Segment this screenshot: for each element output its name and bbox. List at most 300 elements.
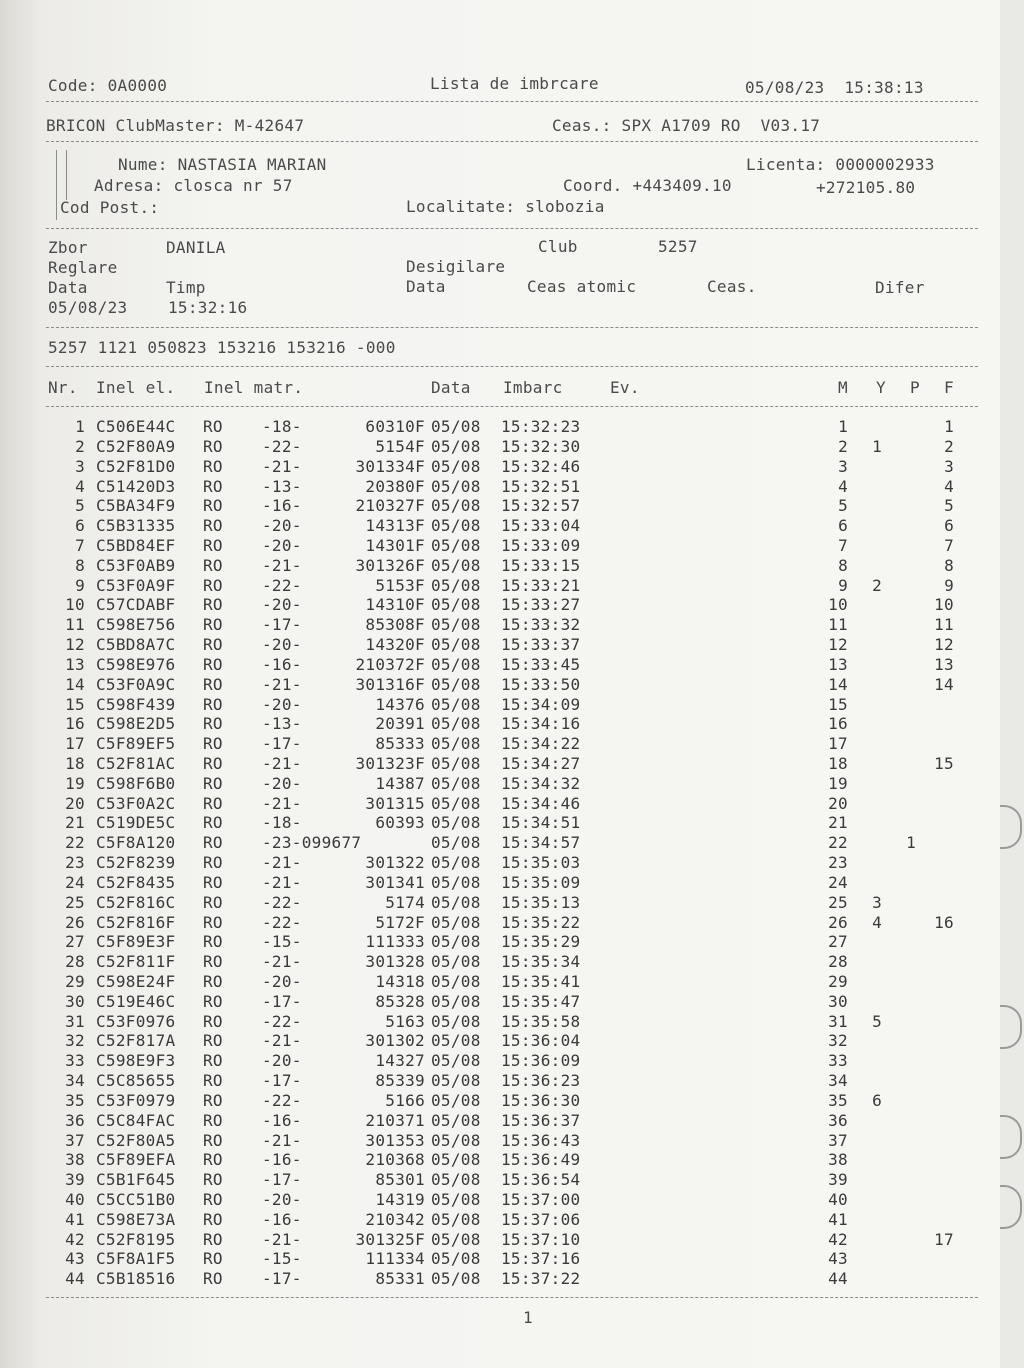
row-number: 16 xyxy=(65,714,85,734)
ring-year: -13- xyxy=(262,476,302,496)
ring-serial: 5163 xyxy=(385,1011,425,1031)
ring-year: -17- xyxy=(262,1269,302,1289)
country-code: RO xyxy=(203,456,223,476)
ring-year: -16- xyxy=(262,1209,302,1229)
country-code: RO xyxy=(203,1031,223,1051)
time-label: Timp xyxy=(166,278,206,297)
boarding-time: 15:34:32 xyxy=(501,773,581,793)
count-m: 23 xyxy=(828,853,848,872)
date-label: Data xyxy=(48,278,88,297)
table-row xyxy=(0,1170,1000,1190)
arrival-date: 05/08 xyxy=(431,972,481,991)
system-label: BRICON ClubMaster: M-42647 xyxy=(46,116,305,135)
boarding-time: 15:37:06 xyxy=(501,1209,581,1229)
boarding-time: 15:35:58 xyxy=(501,1011,581,1031)
boarding-time: 15:36:43 xyxy=(501,1130,581,1150)
country-code: RO xyxy=(203,1190,223,1209)
boarding-time: 15:37:22 xyxy=(501,1269,581,1289)
ring-year: -17- xyxy=(262,734,302,754)
country-code: RO xyxy=(203,575,223,595)
owner-address: Adresa: closca nr 57 xyxy=(94,176,293,195)
row-number: 32 xyxy=(65,1031,85,1051)
boarding-time: 15:36:09 xyxy=(501,1051,581,1071)
document-title: Lista de imbrcare xyxy=(430,74,599,93)
ring-serial: 14319 xyxy=(375,1190,425,1209)
ring-serial: 14301F xyxy=(365,535,425,555)
boarding-time: 15:35:13 xyxy=(501,892,581,912)
electronic-ring: C53F0A9F xyxy=(96,575,176,595)
electronic-ring: C5C85655 xyxy=(96,1071,176,1091)
frame-line xyxy=(56,150,57,220)
row-number: 23 xyxy=(65,853,85,872)
boarding-time: 15:32:51 xyxy=(501,476,581,496)
table-row xyxy=(0,1051,1000,1071)
row-number: 15 xyxy=(65,694,85,714)
ring-year: -16- xyxy=(262,654,302,674)
table-row xyxy=(0,1190,1000,1210)
count-f: 7 xyxy=(944,535,954,555)
count-m: 32 xyxy=(828,1031,848,1051)
ring-serial: 85301 xyxy=(375,1170,425,1190)
ring-year: -21- xyxy=(262,753,302,773)
arrival-date: 05/08 xyxy=(431,694,481,714)
country-code: RO xyxy=(203,734,223,754)
count-m: 6 xyxy=(838,516,848,536)
row-number: 43 xyxy=(65,1249,85,1269)
ring-year: -15- xyxy=(262,1249,302,1269)
count-m: 18 xyxy=(828,753,848,773)
arrival-date: 05/08 xyxy=(431,1071,481,1091)
row-number: 5 xyxy=(75,496,85,516)
boarding-time: 15:35:09 xyxy=(501,872,581,892)
count-m: 19 xyxy=(828,773,848,793)
flight-label: Zbor xyxy=(48,238,88,257)
ring-year: -21- xyxy=(262,952,302,972)
ring-serial: 14310F xyxy=(365,595,425,615)
count-m: 11 xyxy=(828,615,848,635)
electronic-ring: C5C84FAC xyxy=(96,1110,176,1130)
boarding-time: 15:33:04 xyxy=(501,516,581,536)
row-number: 36 xyxy=(65,1110,85,1130)
electronic-ring: C52F816C xyxy=(96,892,176,912)
arrival-date: 05/08 xyxy=(431,1170,481,1190)
arrival-date: 05/08 xyxy=(431,575,481,595)
ring-year: -20- xyxy=(262,1051,302,1071)
boarding-time: 15:33:09 xyxy=(501,535,581,555)
ring-serial: 14313F xyxy=(365,516,425,536)
ring-year: -15- xyxy=(262,932,302,952)
country-code: RO xyxy=(203,535,223,555)
ring-serial: 301322 xyxy=(365,853,425,872)
country-code: RO xyxy=(203,615,223,635)
count-m: 21 xyxy=(828,813,848,833)
count-f: 16 xyxy=(934,912,954,932)
ring-year: -22- xyxy=(262,1090,302,1110)
table-row xyxy=(0,873,1000,893)
row-number: 10 xyxy=(65,595,85,615)
country-code: RO xyxy=(203,496,223,516)
code-label: Code: 0A0000 xyxy=(48,76,168,95)
country-code: RO xyxy=(203,654,223,674)
count-m: 34 xyxy=(828,1071,848,1091)
ring-serial: 210342 xyxy=(365,1209,425,1229)
count-m: 24 xyxy=(828,872,848,892)
electronic-ring: C52F80A5 xyxy=(96,1130,176,1150)
table-row xyxy=(0,1210,1000,1230)
country-code: RO xyxy=(203,417,223,436)
row-number: 41 xyxy=(65,1209,85,1229)
table-row xyxy=(0,417,1000,437)
count-y: 6 xyxy=(872,1090,882,1110)
clock-column-label: Ceas. xyxy=(707,277,757,296)
electronic-ring: C53F0979 xyxy=(96,1090,176,1110)
arrival-date: 05/08 xyxy=(431,1051,481,1071)
electronic-ring: C598E24F xyxy=(96,972,176,991)
country-code: RO xyxy=(203,853,223,872)
country-code: RO xyxy=(203,1170,223,1190)
country-code: RO xyxy=(203,813,223,833)
boarding-time: 15:36:04 xyxy=(501,1031,581,1051)
locality: Localitate: slobozia xyxy=(406,197,605,216)
ring-serial: 301353 xyxy=(365,1130,425,1150)
row-number: 33 xyxy=(65,1051,85,1071)
electronic-ring: C598E976 xyxy=(96,654,176,674)
country-code: RO xyxy=(203,773,223,793)
count-f: 12 xyxy=(934,635,954,654)
country-code: RO xyxy=(203,1071,223,1091)
row-number: 30 xyxy=(65,991,85,1011)
divider xyxy=(46,101,978,102)
country-code: RO xyxy=(203,1150,223,1170)
col-m: M xyxy=(838,378,848,397)
electronic-ring: C519E46C xyxy=(96,991,176,1011)
table-row xyxy=(0,675,1000,695)
electronic-ring: C52F8195 xyxy=(96,1229,176,1249)
country-code: RO xyxy=(203,674,223,694)
ring-year: -22- xyxy=(262,575,302,595)
count-m: 27 xyxy=(828,932,848,952)
row-number: 22 xyxy=(65,833,85,853)
table-row xyxy=(0,595,1000,615)
ring-serial: 85339 xyxy=(375,1071,425,1091)
country-code: RO xyxy=(203,1011,223,1031)
boarding-time: 15:35:29 xyxy=(501,932,581,952)
ring-year: -20- xyxy=(262,635,302,654)
count-m: 7 xyxy=(838,535,848,555)
count-m: 13 xyxy=(828,654,848,674)
table-row xyxy=(0,734,1000,754)
count-m: 40 xyxy=(828,1190,848,1209)
club-value: 5257 xyxy=(658,237,698,256)
ring-year: -20- xyxy=(262,516,302,536)
count-m: 10 xyxy=(828,595,848,615)
arrival-date: 05/08 xyxy=(431,476,481,496)
boarding-time: 15:33:27 xyxy=(501,595,581,615)
ring-year: -20- xyxy=(262,972,302,991)
ring-serial: 14376 xyxy=(375,694,425,714)
license-number: Licenta: 0000002933 xyxy=(746,155,935,174)
table-row xyxy=(0,1031,1000,1051)
table-row xyxy=(0,893,1000,913)
ring-year: -21- xyxy=(262,1130,302,1150)
table-row xyxy=(0,437,1000,457)
table-row xyxy=(0,536,1000,556)
count-y: 1 xyxy=(872,436,882,456)
boarding-time: 15:32:30 xyxy=(501,436,581,456)
arrival-date: 05/08 xyxy=(431,813,481,833)
coord-value: +272105.80 xyxy=(816,178,916,197)
electronic-ring: C52F8435 xyxy=(96,872,176,892)
page-number: 1 xyxy=(523,1308,533,1327)
count-f: 9 xyxy=(944,575,954,595)
coord-label: Coord. +443409.10 xyxy=(563,176,732,195)
table-row xyxy=(0,1269,1000,1289)
table-row xyxy=(0,1249,1000,1269)
arrival-date: 05/08 xyxy=(431,773,481,793)
country-code: RO xyxy=(203,555,223,575)
col-nr: Nr. xyxy=(48,378,78,397)
ring-serial: 20380F xyxy=(365,476,425,496)
boarding-time: 15:35:03 xyxy=(501,853,581,872)
electronic-ring: C519DE5C xyxy=(96,813,176,833)
count-f: 3 xyxy=(944,456,954,476)
arrival-date: 05/08 xyxy=(431,1190,481,1209)
arrival-date: 05/08 xyxy=(431,535,481,555)
row-number: 35 xyxy=(65,1090,85,1110)
count-y: 4 xyxy=(872,912,882,932)
row-number: 4 xyxy=(75,476,85,496)
boarding-time: 15:35:47 xyxy=(501,991,581,1011)
divider xyxy=(46,406,978,407)
col-imbarc: Imbarc xyxy=(503,378,563,397)
boarding-time: 15:35:41 xyxy=(501,972,581,991)
table-row xyxy=(0,853,1000,873)
arrival-date: 05/08 xyxy=(431,1110,481,1130)
ring-serial: 14318 xyxy=(375,972,425,991)
electronic-ring: C52F811F xyxy=(96,952,176,972)
country-code: RO xyxy=(203,595,223,615)
ring-serial: 111333 xyxy=(365,932,425,952)
count-m: 17 xyxy=(828,734,848,754)
table-row xyxy=(0,615,1000,635)
ring-year: -13- xyxy=(262,714,302,734)
arrival-date: 05/08 xyxy=(431,952,481,972)
ring-serial: 111334 xyxy=(365,1249,425,1269)
col-inel-el: Inel el. xyxy=(96,378,176,397)
table-row xyxy=(0,1150,1000,1170)
count-m: 28 xyxy=(828,952,848,972)
country-code: RO xyxy=(203,972,223,991)
ring-serial: 14327 xyxy=(375,1051,425,1071)
col-p: P xyxy=(910,378,920,397)
arrival-date: 05/08 xyxy=(431,1090,481,1110)
ring-year: -23-099677 xyxy=(262,833,362,853)
country-code: RO xyxy=(203,714,223,734)
arrival-date: 05/08 xyxy=(431,456,481,476)
arrival-date: 05/08 xyxy=(431,991,481,1011)
row-number: 21 xyxy=(65,813,85,833)
row-number: 2 xyxy=(75,436,85,456)
row-number: 19 xyxy=(65,773,85,793)
ring-serial: 85333 xyxy=(375,734,425,754)
ring-year: -21- xyxy=(262,555,302,575)
electronic-ring: C52F80A9 xyxy=(96,436,176,456)
row-number: 14 xyxy=(65,674,85,694)
ring-serial: 85331 xyxy=(375,1269,425,1289)
table-row xyxy=(0,754,1000,774)
ring-serial: 301316F xyxy=(355,674,425,694)
ring-year: -17- xyxy=(262,991,302,1011)
arrival-date: 05/08 xyxy=(431,615,481,635)
arrival-date: 05/08 xyxy=(431,853,481,872)
count-f: 13 xyxy=(934,654,954,674)
frame-line xyxy=(66,150,67,200)
boarding-time: 15:33:45 xyxy=(501,654,581,674)
arrival-date: 05/08 xyxy=(431,674,481,694)
electronic-ring: C5F89EF5 xyxy=(96,734,176,754)
boarding-time: 15:37:16 xyxy=(501,1249,581,1269)
table-row xyxy=(0,833,1000,853)
arrival-date: 05/08 xyxy=(431,833,481,853)
table-row xyxy=(0,1091,1000,1111)
arrival-date: 05/08 xyxy=(431,912,481,932)
electronic-ring: C52F816F xyxy=(96,912,176,932)
reglare-label: Reglare xyxy=(48,258,118,277)
ring-year: -17- xyxy=(262,1170,302,1190)
arrival-date: 05/08 xyxy=(431,1011,481,1031)
boarding-time: 15:34:16 xyxy=(501,714,581,734)
arrival-date: 05/08 xyxy=(431,1130,481,1150)
arrival-date: 05/08 xyxy=(431,714,481,734)
row-number: 39 xyxy=(65,1170,85,1190)
count-m: 14 xyxy=(828,674,848,694)
count-m: 44 xyxy=(828,1269,848,1289)
count-m: 1 xyxy=(838,417,848,436)
row-number: 27 xyxy=(65,932,85,952)
count-f: 8 xyxy=(944,555,954,575)
count-m: 26 xyxy=(828,912,848,932)
row-number: 29 xyxy=(65,972,85,991)
count-f: 5 xyxy=(944,496,954,516)
row-number: 34 xyxy=(65,1071,85,1091)
country-code: RO xyxy=(203,1249,223,1269)
country-code: RO xyxy=(203,476,223,496)
table-row xyxy=(0,774,1000,794)
count-m: 39 xyxy=(828,1170,848,1190)
ring-year: -22- xyxy=(262,436,302,456)
boarding-time: 15:34:46 xyxy=(501,793,581,813)
count-m: 9 xyxy=(838,575,848,595)
electronic-ring: C5F89EFA xyxy=(96,1150,176,1170)
row-number: 37 xyxy=(65,1130,85,1150)
electronic-ring: C5F8A1F5 xyxy=(96,1249,176,1269)
ring-serial: 301328 xyxy=(365,952,425,972)
row-number: 3 xyxy=(75,456,85,476)
table-row xyxy=(0,913,1000,933)
col-ev: Ev. xyxy=(610,378,640,397)
ring-year: -22- xyxy=(262,892,302,912)
electronic-ring: C598E73A xyxy=(96,1209,176,1229)
table-row xyxy=(0,516,1000,536)
count-m: 41 xyxy=(828,1209,848,1229)
count-m: 8 xyxy=(838,555,848,575)
ring-serial: 210327F xyxy=(355,496,425,516)
row-number: 31 xyxy=(65,1011,85,1031)
count-f: 15 xyxy=(934,753,954,773)
table-row xyxy=(0,477,1000,497)
boarding-time: 15:36:54 xyxy=(501,1170,581,1190)
electronic-ring: C598F6B0 xyxy=(96,773,176,793)
ring-year: -18- xyxy=(262,813,302,833)
row-number: 44 xyxy=(65,1269,85,1289)
boarding-time: 15:36:49 xyxy=(501,1150,581,1170)
count-f: 14 xyxy=(934,674,954,694)
row-number: 25 xyxy=(65,892,85,912)
count-p: 1 xyxy=(906,833,916,853)
ring-serial: 301341 xyxy=(365,872,425,892)
owner-name: Nume: NASTASIA MARIAN xyxy=(118,155,327,174)
count-f: 11 xyxy=(934,615,954,635)
electronic-ring: C53F0AB9 xyxy=(96,555,176,575)
count-m: 38 xyxy=(828,1150,848,1170)
count-y: 5 xyxy=(872,1011,882,1031)
ring-serial: 301315 xyxy=(365,793,425,813)
country-code: RO xyxy=(203,1051,223,1071)
ring-serial: 14320F xyxy=(365,635,425,654)
table-row xyxy=(0,576,1000,596)
ring-year: -20- xyxy=(262,535,302,555)
count-m: 25 xyxy=(828,892,848,912)
electronic-ring: C5BD8A7C xyxy=(96,635,176,654)
table-row xyxy=(0,972,1000,992)
print-datetime: 05/08/23 15:38:13 xyxy=(745,78,924,97)
boarding-time: 15:33:15 xyxy=(501,555,581,575)
boarding-time: 15:36:23 xyxy=(501,1071,581,1091)
ring-serial: 5172F xyxy=(375,912,425,932)
electronic-ring: C598E756 xyxy=(96,615,176,635)
country-code: RO xyxy=(203,1269,223,1289)
row-number: 28 xyxy=(65,952,85,972)
postal-code-label: Cod Post.: xyxy=(60,198,160,217)
country-code: RO xyxy=(203,991,223,1011)
divider xyxy=(46,141,978,142)
ring-year: -21- xyxy=(262,674,302,694)
country-code: RO xyxy=(203,1229,223,1249)
count-f: 1 xyxy=(944,417,954,436)
electronic-ring: C598E9F3 xyxy=(96,1051,176,1071)
arrival-date: 05/08 xyxy=(431,932,481,952)
row-number: 8 xyxy=(75,555,85,575)
row-number: 20 xyxy=(65,793,85,813)
ring-serial: 210372F xyxy=(355,654,425,674)
arrival-date: 05/08 xyxy=(431,753,481,773)
row-number: 13 xyxy=(65,654,85,674)
atomic-clock-label: Ceas atomic xyxy=(527,277,637,296)
count-m: 42 xyxy=(828,1229,848,1249)
count-m: 29 xyxy=(828,972,848,991)
count-m: 43 xyxy=(828,1249,848,1269)
row-number: 38 xyxy=(65,1150,85,1170)
country-code: RO xyxy=(203,436,223,456)
arrival-date: 05/08 xyxy=(431,555,481,575)
boarding-time: 15:36:37 xyxy=(501,1110,581,1130)
table-row xyxy=(0,1071,1000,1091)
boarding-time: 15:35:34 xyxy=(501,952,581,972)
ring-serial: 301302 xyxy=(365,1031,425,1051)
country-code: RO xyxy=(203,516,223,536)
count-y: 2 xyxy=(872,575,882,595)
ring-serial: 210368 xyxy=(365,1150,425,1170)
